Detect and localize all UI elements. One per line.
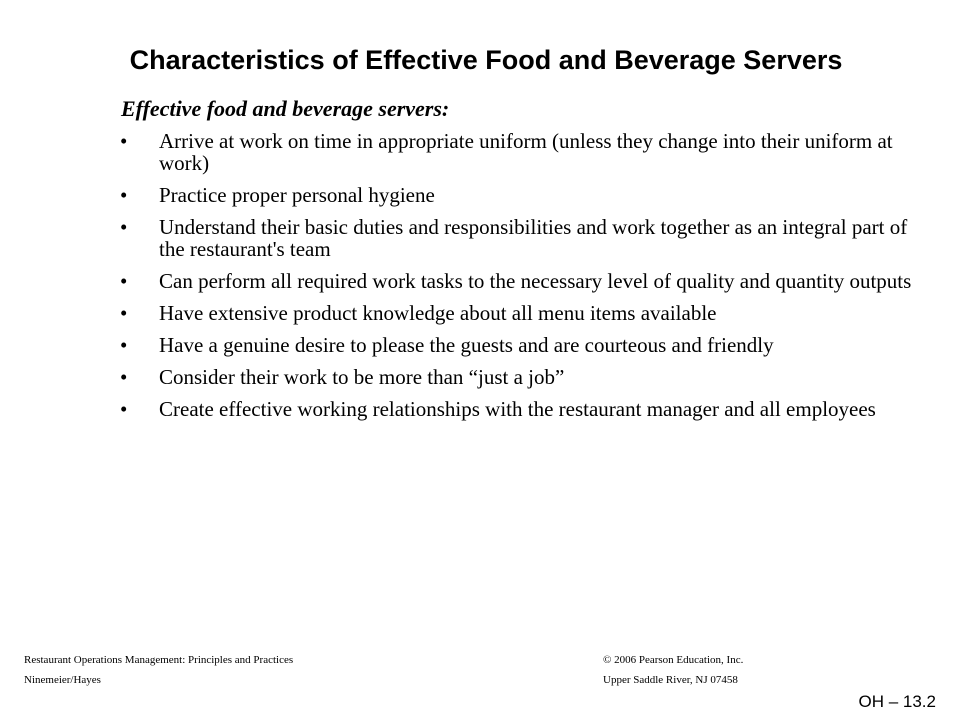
bullet-icon: • (120, 129, 128, 153)
footer-copyright: © 2006 Pearson Education, Inc. (603, 654, 744, 666)
bullet-item (118, 302, 918, 324)
bullet-icon: • (120, 365, 128, 389)
bullet-list (118, 130, 918, 430)
bullet-item (118, 270, 918, 292)
footer-location: Upper Saddle River, NJ 07458 (603, 674, 738, 686)
bullet-icon: • (120, 333, 128, 357)
bullet-text: Practice proper personal hygiene (159, 183, 435, 207)
slide-title: Characteristics of Effective Food and Beverage Servers (129, 45, 843, 75)
footer-authors: Ninemeier/Hayes (24, 674, 101, 686)
bullet-icon: • (120, 397, 128, 421)
bullet-text: Have extensive product knowledge about all menu items available (159, 301, 717, 325)
bullet-item (118, 366, 918, 388)
bullet-text: Can perform all required work tasks to the necessary level of quality and quantity outputs (159, 269, 912, 293)
bullet-text: Arrive at work on time in appropriate uniform (unless they change into their uniform at work) (159, 129, 893, 175)
bullet-icon: • (120, 183, 128, 207)
bullet-item (118, 334, 918, 356)
slide-subtitle: Effective food and beverage servers: (121, 96, 450, 121)
bullet-text: Consider their work to be more than “just a job” (159, 365, 565, 389)
bullet-text: Create effective working relationships with the restaurant manager and all employees (159, 397, 876, 421)
bullet-icon: • (120, 301, 128, 325)
bullet-item (118, 130, 918, 174)
bullet-item (118, 216, 918, 260)
bullet-text: Have a genuine desire to please the guests and are courteous and friendly (159, 333, 774, 357)
slide-number: OH – 13.2 (858, 692, 936, 711)
footer-book-title: Restaurant Operations Management: Principles and Practices (24, 654, 294, 666)
bullet-icon: • (120, 269, 128, 293)
bullet-item (118, 398, 918, 420)
bullet-item (118, 184, 918, 206)
bullet-icon: • (120, 215, 128, 239)
bullet-text: Understand their basic duties and responsibilities and work together as an integral part of the restaurant's team (159, 215, 908, 261)
